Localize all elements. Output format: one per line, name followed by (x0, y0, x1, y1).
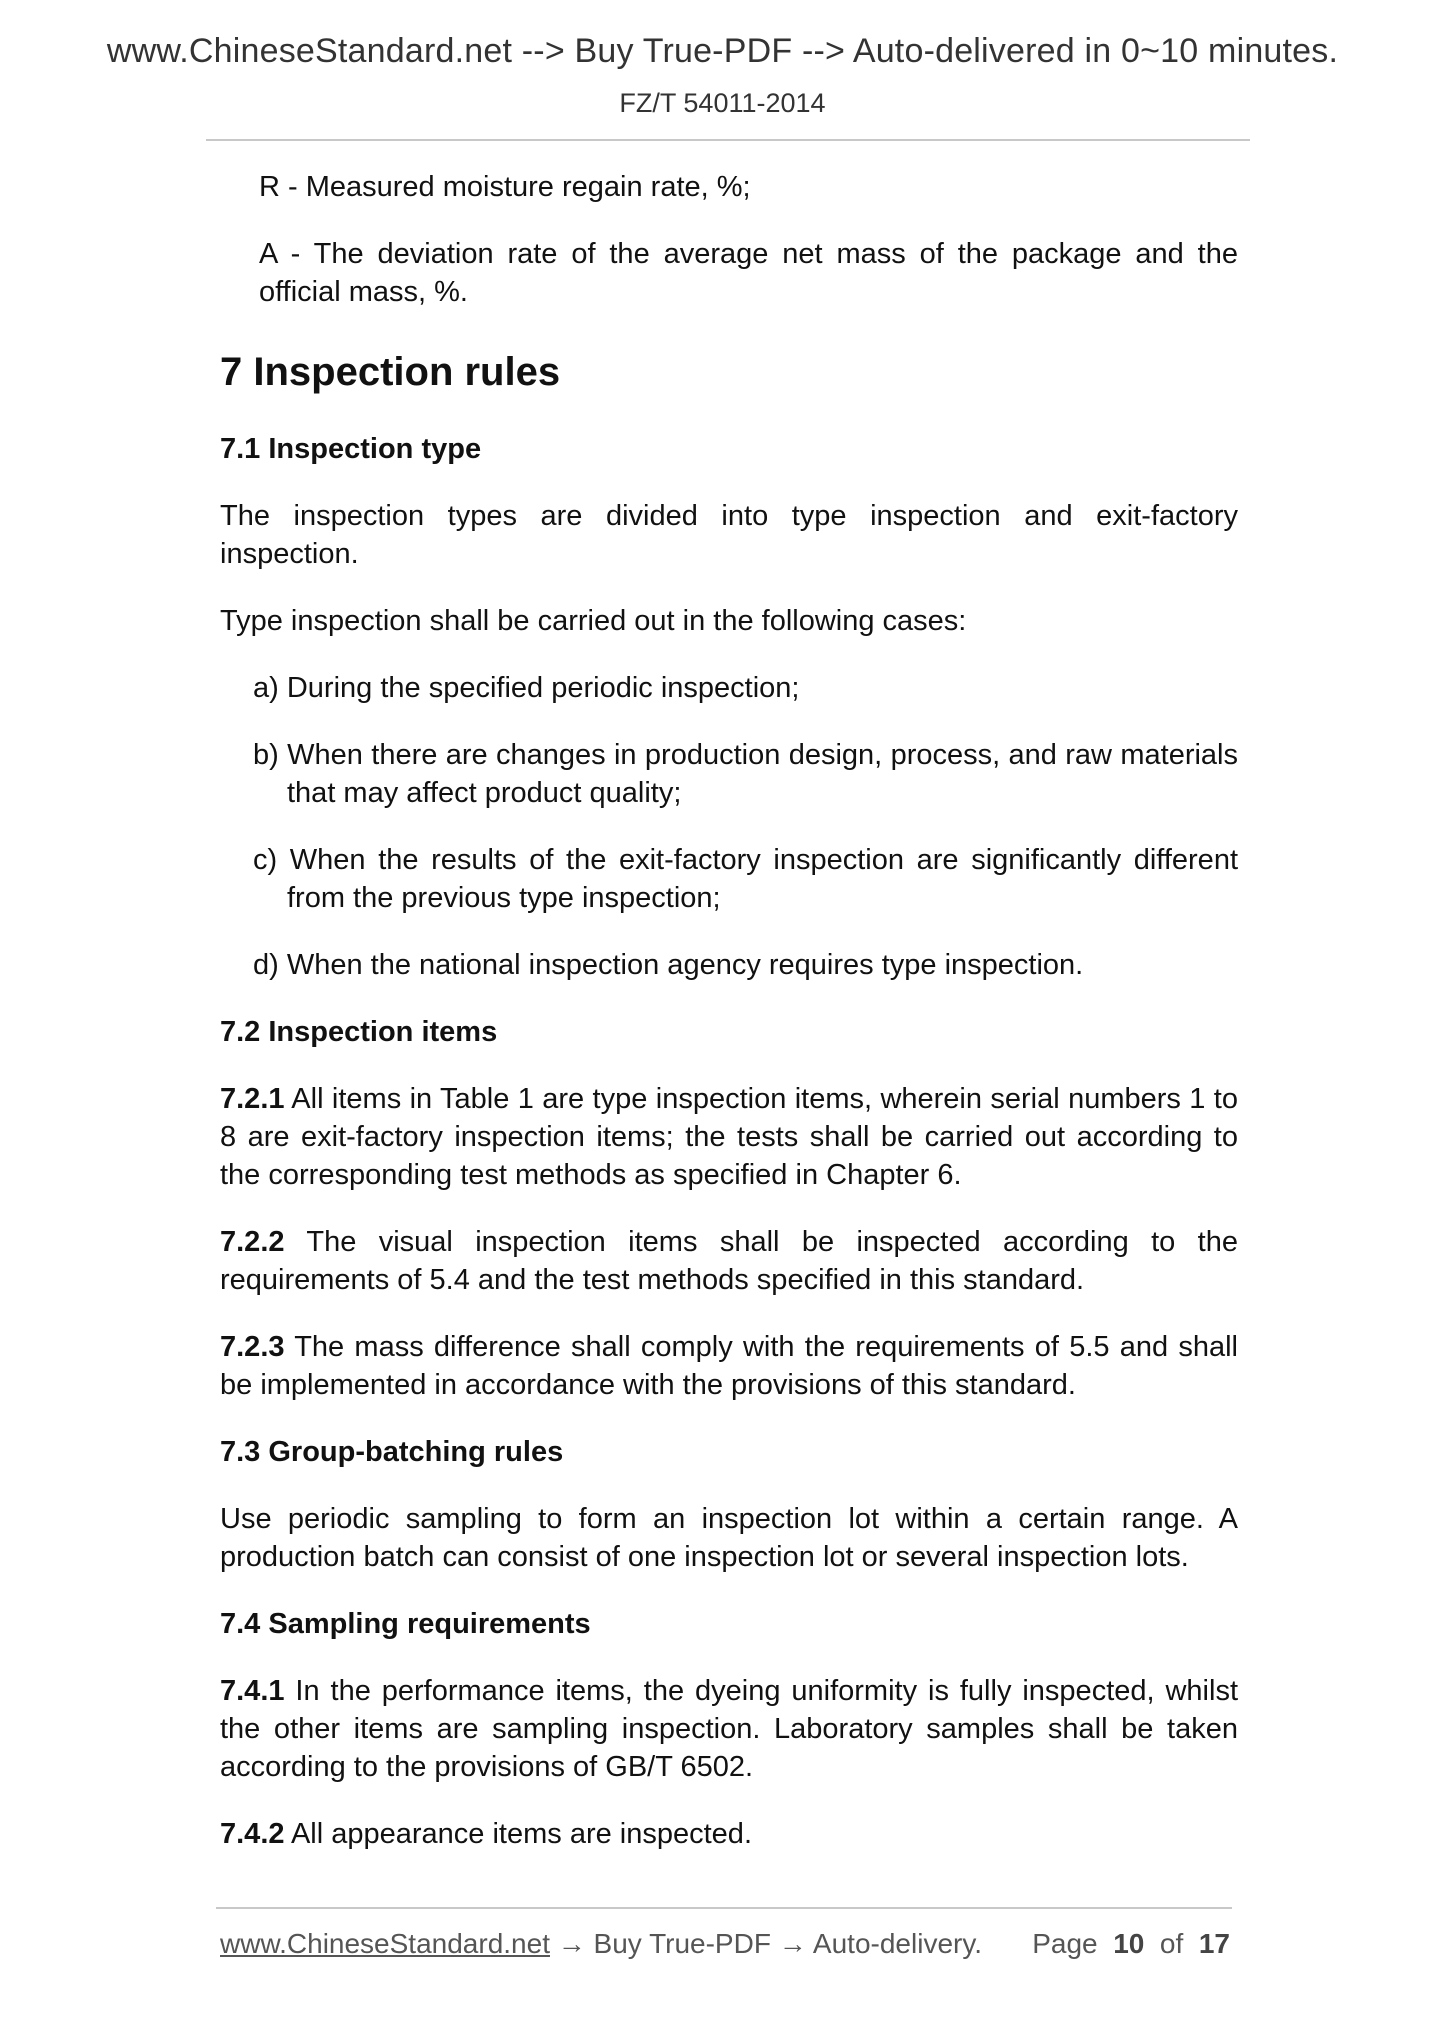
clause-text: The visual inspection items shall be inspected according to the requirements of 5.4 and the test methods specified in this standard. (220, 1226, 1238, 1296)
clause-text: All appearance items are inspected. (284, 1818, 752, 1850)
clause-7-2-1 (220, 1080, 1238, 1194)
clause-7-2-2 (220, 1223, 1238, 1299)
definition-r: R - Measured moisture regain rate, %; (259, 171, 751, 203)
list-item: a) During the specified periodic inspection; (253, 672, 800, 704)
list-item: c) When the results of the exit-factory inspection are significantly different from the previous type inspection; (253, 844, 1238, 914)
list-item: d) When the national inspection agency requires type inspection. (253, 949, 1084, 981)
page-indicator (1032, 1926, 1230, 1962)
of-label: of (1159, 1928, 1184, 1959)
header-divider (206, 139, 1250, 141)
clause-text: In the performance items, the dyeing uniformity is fully inspected, whilst the other items are sampling inspection. Laboratory samples shall be taken according to the provisions of GB/T 6502. (220, 1675, 1238, 1783)
page-content (220, 168, 1238, 1882)
list-item: b) When there are changes in production design, process, and raw materials that may affect product quality; (253, 739, 1238, 809)
paragraph: Type inspection shall be carried out in the following cases: (220, 605, 967, 637)
document-id: FZ/T 54011-2014 (619, 88, 826, 118)
total-pages: 17 (1198, 1928, 1230, 1959)
section-7-heading: 7 Inspection rules (220, 350, 561, 394)
section-7-2-heading: 7.2 Inspection items (220, 1016, 498, 1048)
clause-text: The mass difference shall comply with the requirements of 5.5 and shall be implemented in accordance with the provisions of this standard. (220, 1331, 1238, 1401)
page-label: Page (1032, 1928, 1098, 1959)
definition-a: A - The deviation rate of the average net mass of the package and the official mass, %. (259, 238, 1238, 308)
clause-7-2-3 (220, 1328, 1238, 1404)
page-footer (220, 1926, 1230, 1962)
section-7-3-heading: 7.3 Group-batching rules (220, 1436, 564, 1468)
footer-text: → Buy True-PDF → Auto-delivery. (549, 1928, 983, 1959)
clause-7-4-1 (220, 1672, 1238, 1786)
clause-number: 7.2.1 (220, 1083, 285, 1115)
footer-site-link[interactable]: www.ChineseStandard.net (220, 1928, 550, 1959)
clause-number: 7.2.3 (220, 1331, 285, 1363)
clause-number: 7.4.2 (220, 1818, 285, 1850)
footer-divider (216, 1907, 1232, 1909)
paragraph: Use periodic sampling to form an inspection lot within a certain range. A production batch can consist of one inspection lot or several inspection lots. (220, 1503, 1238, 1573)
site-banner: www.ChineseStandard.net --> Buy True-PDF --> Auto-delivered in 0~10 minutes. (106, 32, 1339, 70)
clause-number: 7.2.2 (220, 1226, 285, 1258)
section-7-4-heading: 7.4 Sampling requirements (220, 1608, 591, 1640)
clause-text: All items in Table 1 are type inspection items, wherein serial numbers 1 to 8 are exit-factory inspection items; the tests shall be carried out according to the corresponding test methods as specified in Chapter 6. (220, 1083, 1238, 1191)
paragraph: The inspection types are divided into type inspection and exit-factory inspection. (220, 500, 1238, 570)
section-7-1-heading: 7.1 Inspection type (220, 433, 482, 465)
clause-number: 7.4.1 (220, 1675, 285, 1707)
page-number: 10 (1113, 1928, 1145, 1959)
clause-7-4-2 (220, 1815, 1238, 1853)
